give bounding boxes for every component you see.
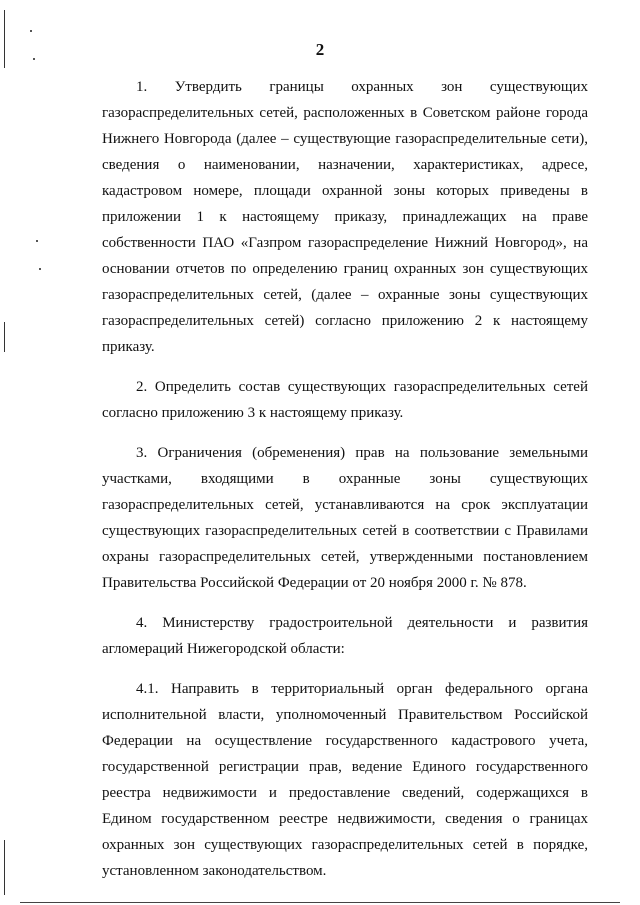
scan-edge-line [4, 322, 5, 352]
paragraph-1: 1. Утвердить границы охранных зон существующих газораспределительных сетей, расположенных в Советском районе города Нижнего Новгорода (далее – существующие газораспределительные сети), сведения о наименовании, назначении, характеристиках, адресе, кадастровом номере, площади охранной зоны которых приведены в приложении 1 к настоящему приказу, принадлежащих на праве собственности ПАО «Газпром газораспределение Нижний Новгород», на основании отчетов по определению границ охранных зон существующих газораспределительных сетей, (далее – охранные зоны существующих газораспределительных сетей) согласно приложению 2 к настоящему приказу. [102, 79, 588, 355]
paragraph-2: 2. Определить состав существующих газораспределительных сетей согласно приложению 3 к настоящему приказу. [102, 379, 588, 421]
scan-dot [36, 240, 38, 242]
paragraph-3: 3. Ограничения (обременения) прав на пользование земельными участками, входящими в охранные зоны существующих газораспределительных сетей, устанавливаются на срок эксплуатации существующих газораспределительных сетей в соответствии с Правилами охраны газораспределительных сетей, утвержденными постановлением Правительства Российской Федерации от 20 ноября 2000 г. № 878. [102, 445, 588, 591]
scan-dot [39, 268, 41, 270]
page-number: 2 [315, 40, 325, 59]
scan-dot [30, 30, 32, 32]
paragraph-4-1: 4.1. Направить в территориальный орган федерального органа исполнительной власти, уполномоченный Правительством Российской Федерации на осуществление государственного кадастрового учета, государственной регистрации прав, ведение Единого государственного реестра недвижимости и предоставление сведений, содержащихся в Едином государственном реестре недвижимости, сведения о границах охранных зон существующих газораспределительных сетей в порядке, установленном законодательством. [102, 681, 588, 879]
paragraph-4: 4. Министерству градостроительной деятельности и развития агломераций Нижегородской области: [102, 615, 588, 657]
document-body [102, 74, 588, 898]
scan-bottom-line [20, 902, 620, 903]
scan-edge-line [4, 840, 5, 895]
